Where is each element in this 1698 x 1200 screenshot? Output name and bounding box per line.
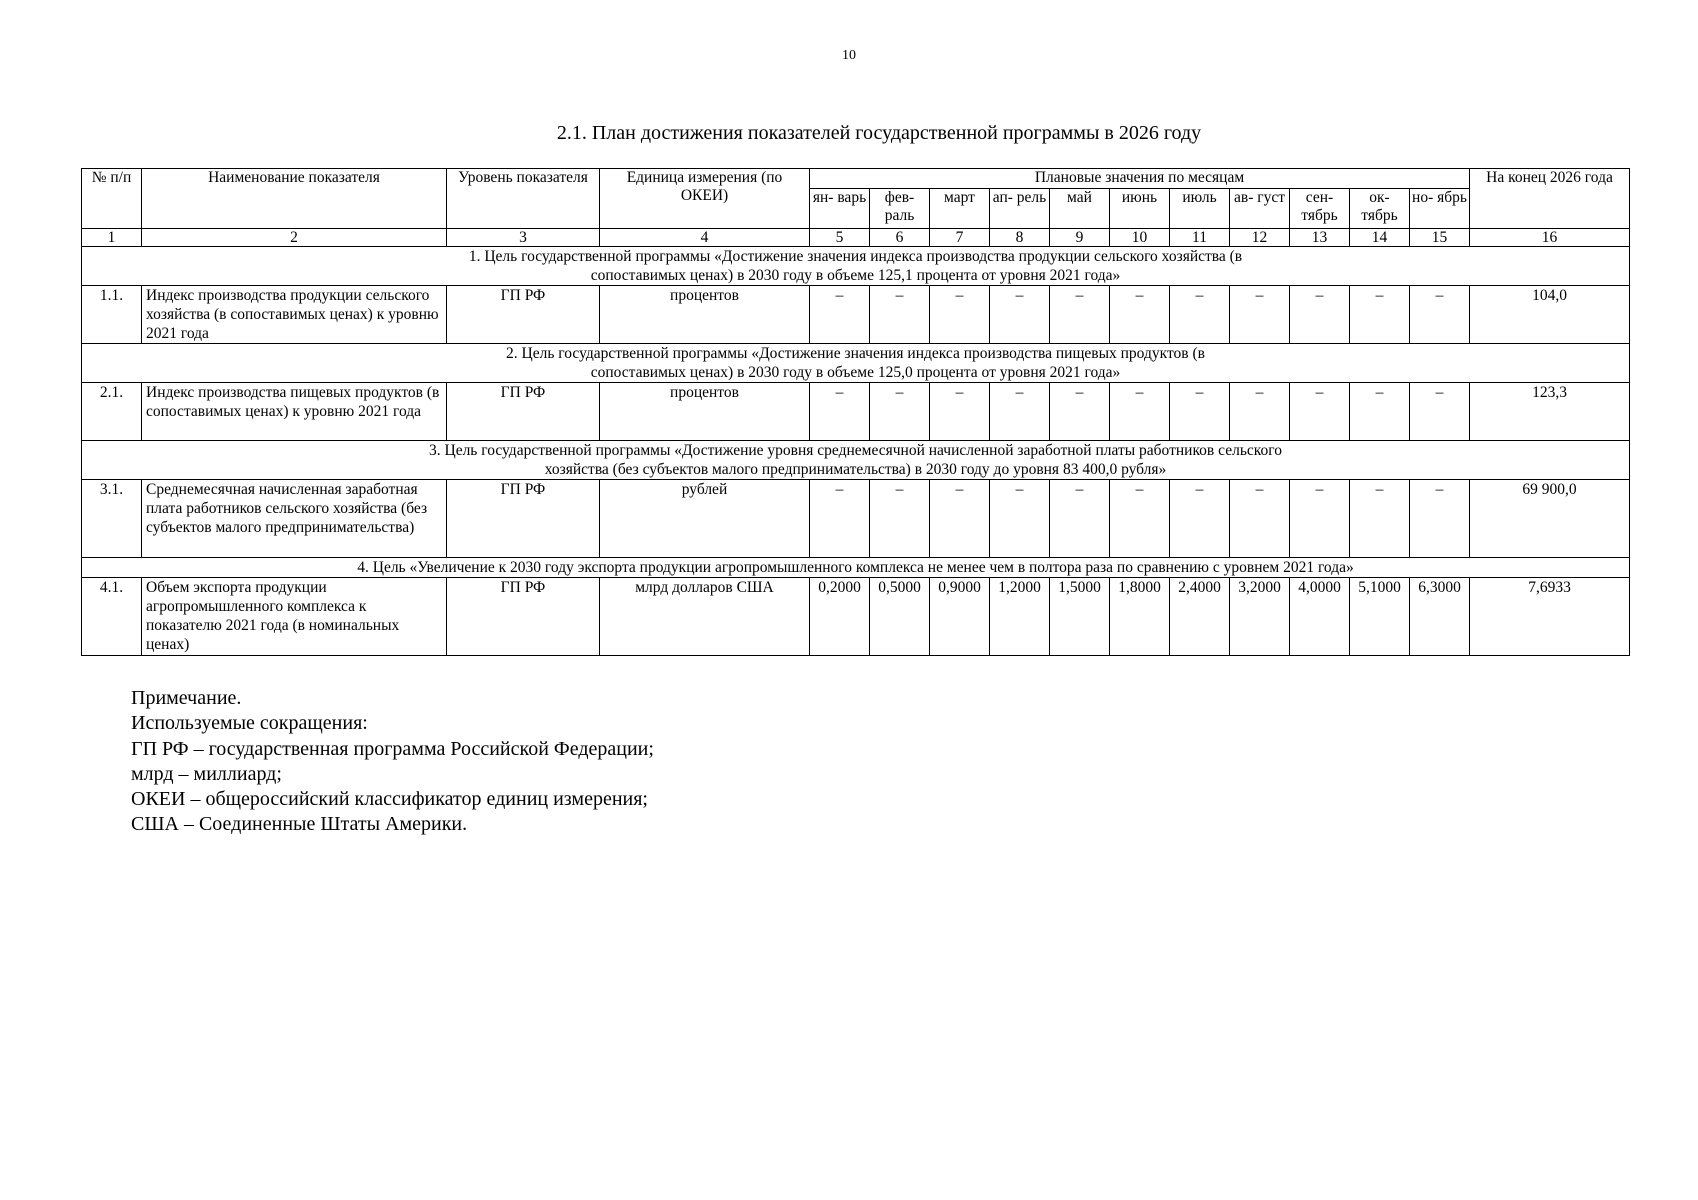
indicator-unit: процентов: [600, 383, 810, 441]
indicator-level: ГП РФ: [447, 383, 600, 441]
month-value: –: [1290, 383, 1350, 441]
column-number-row: [82, 229, 1630, 247]
column-number: 6: [870, 229, 930, 247]
header-month: фев- раль: [870, 189, 930, 229]
month-value: –: [1050, 383, 1110, 441]
month-value: 0,9000: [930, 578, 990, 656]
header-month: ап- рель: [990, 189, 1050, 229]
header-month: сен- тябрь: [1290, 189, 1350, 229]
month-value: 3,2000: [1230, 578, 1290, 656]
notes-subtitle: Используемые сокращения:: [131, 712, 368, 735]
column-number: 12: [1230, 229, 1290, 247]
month-value: –: [1410, 286, 1470, 344]
month-value: –: [810, 480, 870, 558]
month-value: –: [1230, 480, 1290, 558]
column-number: 14: [1350, 229, 1410, 247]
indicator-name: Индекс производства пищевых продуктов (в сопоставимых ценах) к уровню 2021 года: [142, 383, 447, 441]
month-value: –: [990, 286, 1050, 344]
row-num: 3.1.: [82, 480, 142, 558]
month-value: –: [930, 286, 990, 344]
plan-table: [81, 168, 1630, 656]
indicator-level: ГП РФ: [447, 286, 600, 344]
goal-row: [82, 344, 1630, 383]
month-value: –: [810, 383, 870, 441]
month-value: –: [1170, 383, 1230, 441]
header-month: ок- тябрь: [1350, 189, 1410, 229]
year-end-value: 123,3: [1470, 383, 1630, 441]
month-value: –: [1050, 480, 1110, 558]
month-value: –: [870, 480, 930, 558]
column-number: 5: [810, 229, 870, 247]
month-value: –: [1350, 480, 1410, 558]
indicator-unit: рублей: [600, 480, 810, 558]
note-item: ГП РФ – государственная программа Российской Федерации;: [131, 737, 654, 760]
column-number: 11: [1170, 229, 1230, 247]
month-value: –: [1350, 286, 1410, 344]
column-number: 1: [82, 229, 142, 247]
month-value: –: [1170, 480, 1230, 558]
goal-row: [82, 247, 1630, 286]
note-item: США – Соединенные Штаты Америки.: [131, 813, 468, 836]
indicator-row: [82, 383, 1630, 441]
goal-text: 2. Цель государственной программы «Достижение значения индекса производства пищевых продуктов (в сопоставимых ценах) в 2030 году в объеме 125,0 процента от уровня 2021 года»: [82, 344, 1630, 383]
header-num: № п/п: [82, 169, 142, 229]
month-value: –: [990, 480, 1050, 558]
header-month: ян- варь: [810, 189, 870, 229]
row-num: 1.1.: [82, 286, 142, 344]
indicator-row: [82, 286, 1630, 344]
indicator-row: [82, 480, 1630, 558]
header-month: июнь: [1110, 189, 1170, 229]
month-value: –: [1290, 286, 1350, 344]
row-num: 4.1.: [82, 578, 142, 656]
header-month: май: [1050, 189, 1110, 229]
notes-section: [131, 686, 654, 838]
month-value: –: [1350, 383, 1410, 441]
column-number: 7: [930, 229, 990, 247]
column-number: 15: [1410, 229, 1470, 247]
month-value: 2,4000: [1170, 578, 1230, 656]
header-month: март: [930, 189, 990, 229]
header-month: июль: [1170, 189, 1230, 229]
header-month: но- ябрь: [1410, 189, 1470, 229]
month-value: –: [1110, 383, 1170, 441]
column-number: 8: [990, 229, 1050, 247]
indicator-level: ГП РФ: [447, 480, 600, 558]
month-value: 1,5000: [1050, 578, 1110, 656]
column-number: 16: [1470, 229, 1630, 247]
indicator-unit: процентов: [600, 286, 810, 344]
year-end-value: 69 900,0: [1470, 480, 1630, 558]
header-unit: Единица измерения (по ОКЕИ): [600, 169, 810, 229]
month-value: 0,2000: [810, 578, 870, 656]
note-item: ОКЕИ – общероссийский классификатор единиц измерения;: [131, 788, 648, 811]
goal-row: [82, 558, 1630, 578]
row-num: 2.1.: [82, 383, 142, 441]
column-number: 3: [447, 229, 600, 247]
document-title: 2.1. План достижения показателей государственной программы в 2026 году: [556, 122, 1202, 144]
header-month: ав- густ: [1230, 189, 1290, 229]
month-value: –: [1410, 383, 1470, 441]
month-value: –: [1410, 480, 1470, 558]
month-value: 6,3000: [1410, 578, 1470, 656]
month-value: –: [1050, 286, 1110, 344]
column-number: 2: [142, 229, 447, 247]
header-level: Уровень показателя: [447, 169, 600, 229]
goal-text: 4. Цель «Увеличение к 2030 году экспорта продукции агропромышленного комплекса не менее чем в полтора раза по сравнению с уровнем 2021 года»: [82, 558, 1630, 578]
header-plan: Плановые значения по месяцам: [810, 169, 1470, 189]
month-value: –: [1170, 286, 1230, 344]
month-value: –: [1110, 480, 1170, 558]
month-value: 4,0000: [1290, 578, 1350, 656]
indicator-name: Индекс производства продукции сельского хозяйства (в сопоставимых ценах) к уровню 2021 года: [142, 286, 447, 344]
indicator-row: [82, 578, 1630, 656]
column-number: 9: [1050, 229, 1110, 247]
month-value: –: [1110, 286, 1170, 344]
month-value: –: [1290, 480, 1350, 558]
month-value: –: [990, 383, 1050, 441]
header-name: Наименование показателя: [142, 169, 447, 229]
column-number: 13: [1290, 229, 1350, 247]
goal-text: 1. Цель государственной программы «Достижение значения индекса производства продукции сельского хозяйства (в сопоставимых ценах) в 2030 году в объеме 125,1 процента от уровня 2021 года»: [82, 247, 1630, 286]
goal-row: [82, 441, 1630, 480]
month-value: –: [1230, 286, 1290, 344]
page-number: 10: [842, 48, 856, 63]
month-value: 1,8000: [1110, 578, 1170, 656]
month-value: –: [1230, 383, 1290, 441]
month-value: –: [870, 383, 930, 441]
month-value: –: [930, 383, 990, 441]
indicator-name: Объем экспорта продукции агропромышленного комплекса к показателю 2021 года (в номинальных ценах): [142, 578, 447, 656]
note-item: млрд – миллиард;: [131, 762, 282, 785]
month-value: –: [810, 286, 870, 344]
month-value: 1,2000: [990, 578, 1050, 656]
month-value: 5,1000: [1350, 578, 1410, 656]
notes-title: Примечание.: [131, 687, 242, 709]
month-value: –: [930, 480, 990, 558]
column-number: 10: [1110, 229, 1170, 247]
indicator-unit: млрд долларов США: [600, 578, 810, 656]
column-number: 4: [600, 229, 810, 247]
month-value: –: [870, 286, 930, 344]
year-end-value: 7,6933: [1470, 578, 1630, 656]
month-value: 0,5000: [870, 578, 930, 656]
year-end-value: 104,0: [1470, 286, 1630, 344]
goal-text: 3. Цель государственной программы «Достижение уровня среднемесячной начисленной заработной платы работников сельского хозяйства (без субъектов малого предпринимательства) в 2030 году до уровня 83 400,0 рубля»: [82, 441, 1630, 480]
header-end: На конец 2026 года: [1470, 169, 1630, 229]
indicator-level: ГП РФ: [447, 578, 600, 656]
indicator-name: Среднемесячная начисленная заработная плата работников сельского хозяйства (без субъектов малого предпринимательства): [142, 480, 447, 558]
